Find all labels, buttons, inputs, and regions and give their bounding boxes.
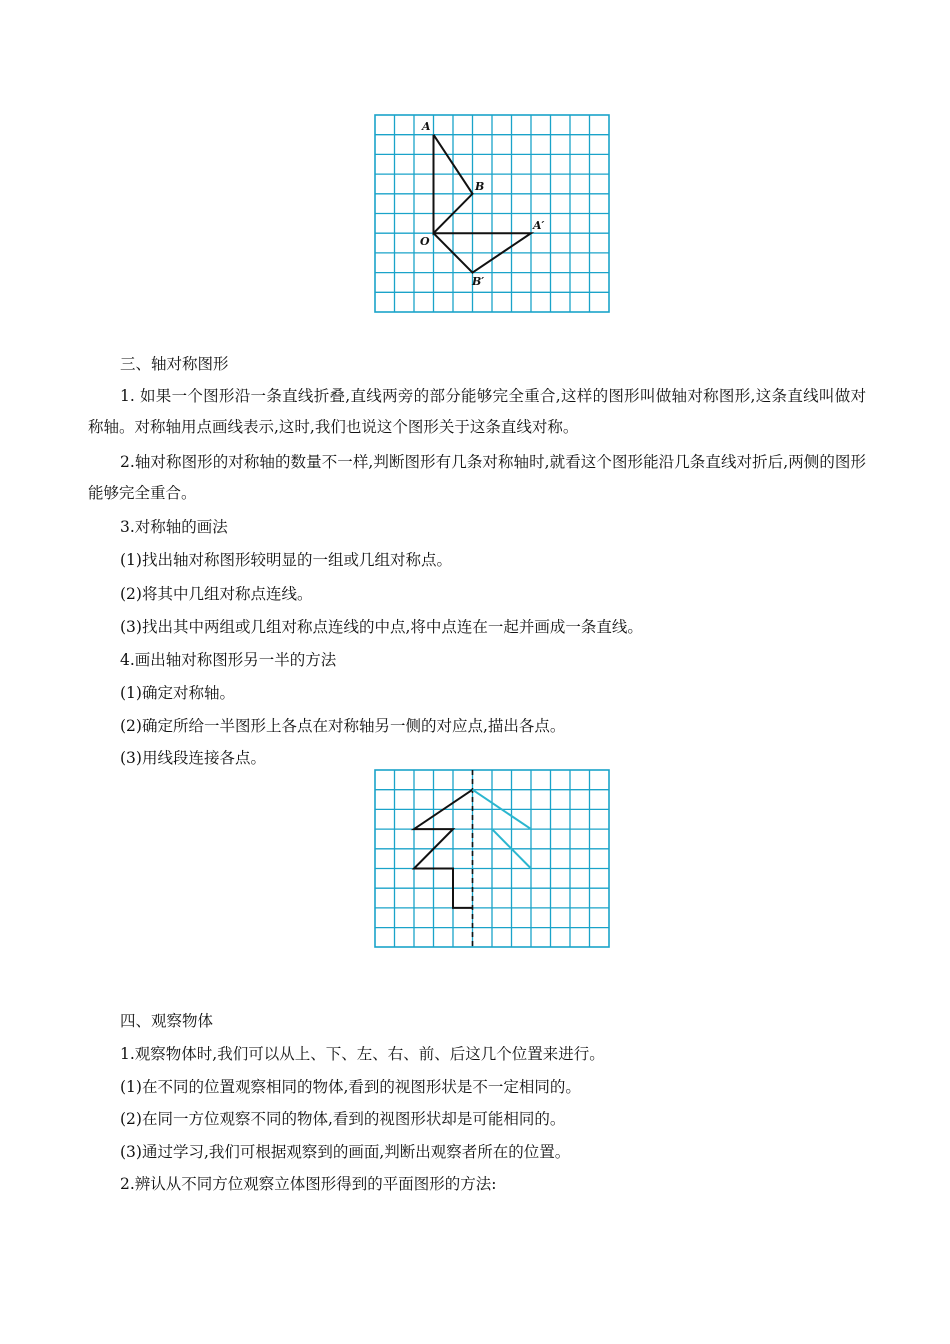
observe-item-3: (3)通过学习,我们可根据观察到的画面,判断出观察者所在的位置。	[120, 1143, 571, 1161]
axis-method-step-2: (2)将其中几组对称点连线。	[120, 585, 313, 603]
section4-heading: 四、观察物体	[120, 1012, 214, 1030]
section3-paragraph-2: 2.轴对称图形的对称轴的数量不一样,判断图形有几条对称轴时,就看这个图形能沿几条直线对折后,两侧的图形能够完全重合。	[88, 453, 866, 502]
grid	[375, 770, 609, 947]
label-b-prime: B′	[472, 275, 485, 288]
observe-item-2: (2)在同一方位观察不同的物体,看到的视图形状却是可能相同的。	[120, 1110, 566, 1128]
section4-paragraph-2: 2.辨认从不同方位观察立体图形得到的平面图形的方法:	[120, 1175, 497, 1193]
section3-heading-other-half: 4.画出轴对称图形另一半的方法	[120, 651, 337, 669]
section3-heading-axis-method: 3.对称轴的画法	[120, 518, 228, 536]
label-a-prime: A′	[533, 219, 545, 232]
label-a: A	[422, 120, 431, 133]
label-b: B	[475, 180, 485, 193]
other-half-step-1: (1)确定对称轴。	[120, 684, 235, 702]
other-half-step-2: (2)确定所给一半图形上各点在对称轴另一侧的对应点,描出各点。	[120, 717, 566, 735]
section3-paragraph-1: 1. 如果一个图形沿一条直线折叠,直线两旁的部分能够完全重合,这样的图形叫做轴对称图形,这条直线叫做对称轴。对称轴用点画线表示,这时,我们也说这个图形关于这条直线对称。	[88, 387, 866, 436]
grid	[375, 115, 609, 312]
section3-heading: 三、轴对称图形	[120, 355, 229, 373]
label-o: O	[420, 235, 430, 248]
rotation-figure	[374, 114, 610, 313]
symmetry-figure	[374, 769, 610, 948]
axis-method-step-1: (1)找出轴对称图形较明显的一组或几组对称点。	[120, 551, 452, 569]
axis-method-step-3: (3)找出其中两组或几组对称点连线的中点,将中点连在一起并画成一条直线。	[120, 618, 643, 636]
other-half-step-3: (3)用线段连接各点。	[120, 749, 266, 767]
section4-paragraph-1: 1.观察物体时,我们可以从上、下、左、右、前、后这几个位置来进行。	[120, 1045, 605, 1063]
observe-item-1: (1)在不同的位置观察相同的物体,看到的视图形状是不一定相同的。	[120, 1078, 581, 1096]
